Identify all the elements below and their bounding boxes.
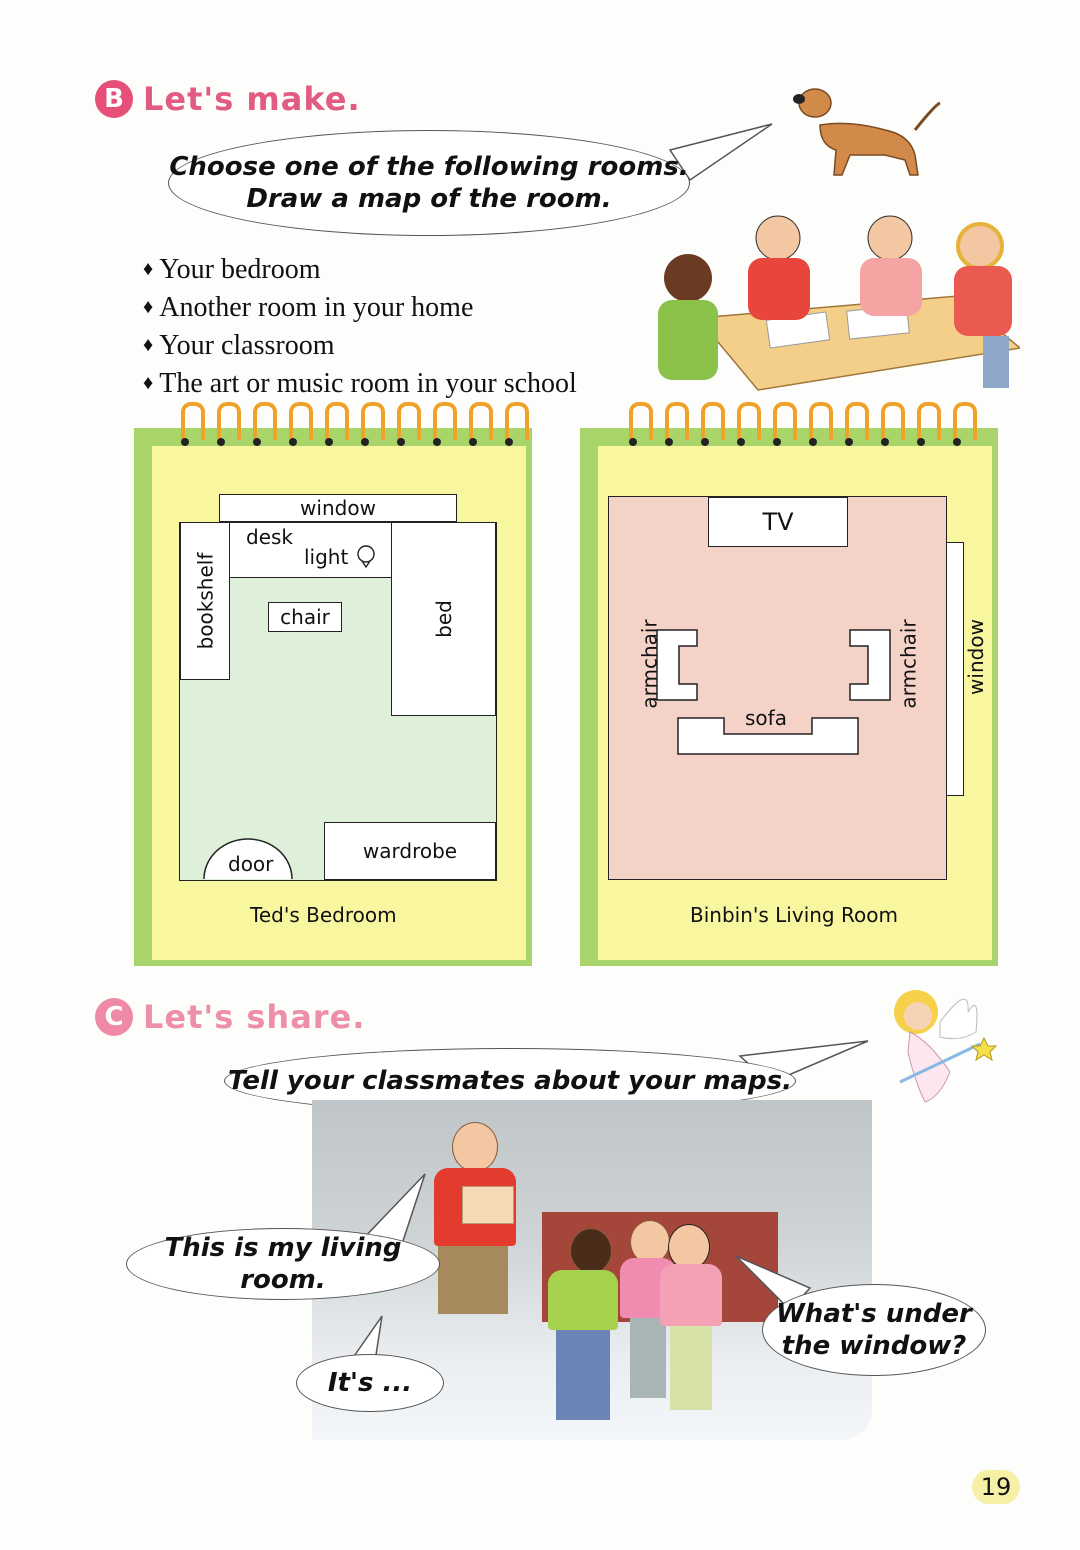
- kid-legs: [556, 1330, 610, 1420]
- list-item: ♦ Your bedroom: [143, 252, 577, 290]
- bed-label: bed: [431, 600, 456, 638]
- bedroom-window: window: [219, 494, 457, 522]
- kid-head: [570, 1228, 612, 1274]
- section-b-heading: [95, 80, 361, 118]
- list-item: ♦ Another room in your home: [143, 290, 577, 328]
- sofa-label: sofa: [745, 706, 787, 730]
- instruction-line-1: Choose one of the following rooms.: [169, 152, 689, 182]
- left-armchair-label: armchair: [637, 619, 662, 709]
- share-instruction-bubble: Tell your classmates about your maps.: [224, 1048, 796, 1114]
- section-c-title: Let's share.: [143, 998, 366, 1036]
- bedroom-bed: [391, 522, 496, 716]
- section-c-badge: C: [95, 998, 133, 1036]
- living-room-tv: TV: [708, 497, 848, 547]
- boy-speech-bubble: This is my living room.: [126, 1228, 440, 1300]
- bedroom-desk: [229, 522, 393, 578]
- girl-legs: [670, 1326, 712, 1410]
- desk-label: desk: [246, 525, 294, 549]
- right-armchair-label: armchair: [896, 619, 921, 709]
- bedroom-chair: chair: [268, 602, 342, 632]
- girl-speech-line-1: What's under: [776, 1299, 972, 1329]
- kid-body: [548, 1270, 618, 1330]
- list-item: ♦ The art or music room in your school: [143, 366, 577, 404]
- room-options-list: [143, 252, 577, 404]
- page-number: 19: [972, 1470, 1020, 1504]
- girl-body: [660, 1264, 722, 1326]
- lightbulb-icon: [356, 545, 376, 569]
- bedroom-wardrobe: wardrobe: [324, 822, 496, 880]
- living-room-window-frame: [946, 542, 964, 796]
- notebook-rings: [172, 402, 532, 448]
- living-room-caption: Binbin's Living Room: [690, 903, 898, 927]
- presenter-legs: [438, 1246, 508, 1314]
- instruction-bubble: [168, 130, 690, 236]
- door-label: door: [228, 852, 274, 876]
- section-c-heading: [95, 998, 365, 1036]
- light-label: light: [304, 545, 349, 569]
- instruction-line-2: Draw a map of the room.: [246, 184, 612, 214]
- dog-illustration: [790, 75, 950, 185]
- section-b-title: Let's make.: [143, 80, 361, 118]
- girl-speech-bubble: [762, 1284, 986, 1376]
- teds-bedroom-caption: Ted's Bedroom: [250, 903, 397, 927]
- bookshelf-label: bookshelf: [193, 552, 217, 650]
- angel-illustration: [880, 982, 1000, 1117]
- presenter-head: [452, 1122, 498, 1172]
- kid-legs: [630, 1318, 666, 1398]
- reply-speech-bubble: It's ...: [296, 1354, 444, 1412]
- list-item: ♦ Your classroom: [143, 328, 577, 366]
- notebook-rings: [620, 402, 980, 448]
- section-b-badge: B: [95, 80, 133, 118]
- right-armchair-icon: [848, 628, 892, 702]
- presenter-map-icon: [462, 1186, 514, 1224]
- living-room-window-label: window: [963, 619, 988, 695]
- bedroom-bookshelf: [180, 522, 230, 680]
- girl-speech-line-2: the window?: [781, 1331, 967, 1361]
- children-table-illustration: [628, 208, 1020, 398]
